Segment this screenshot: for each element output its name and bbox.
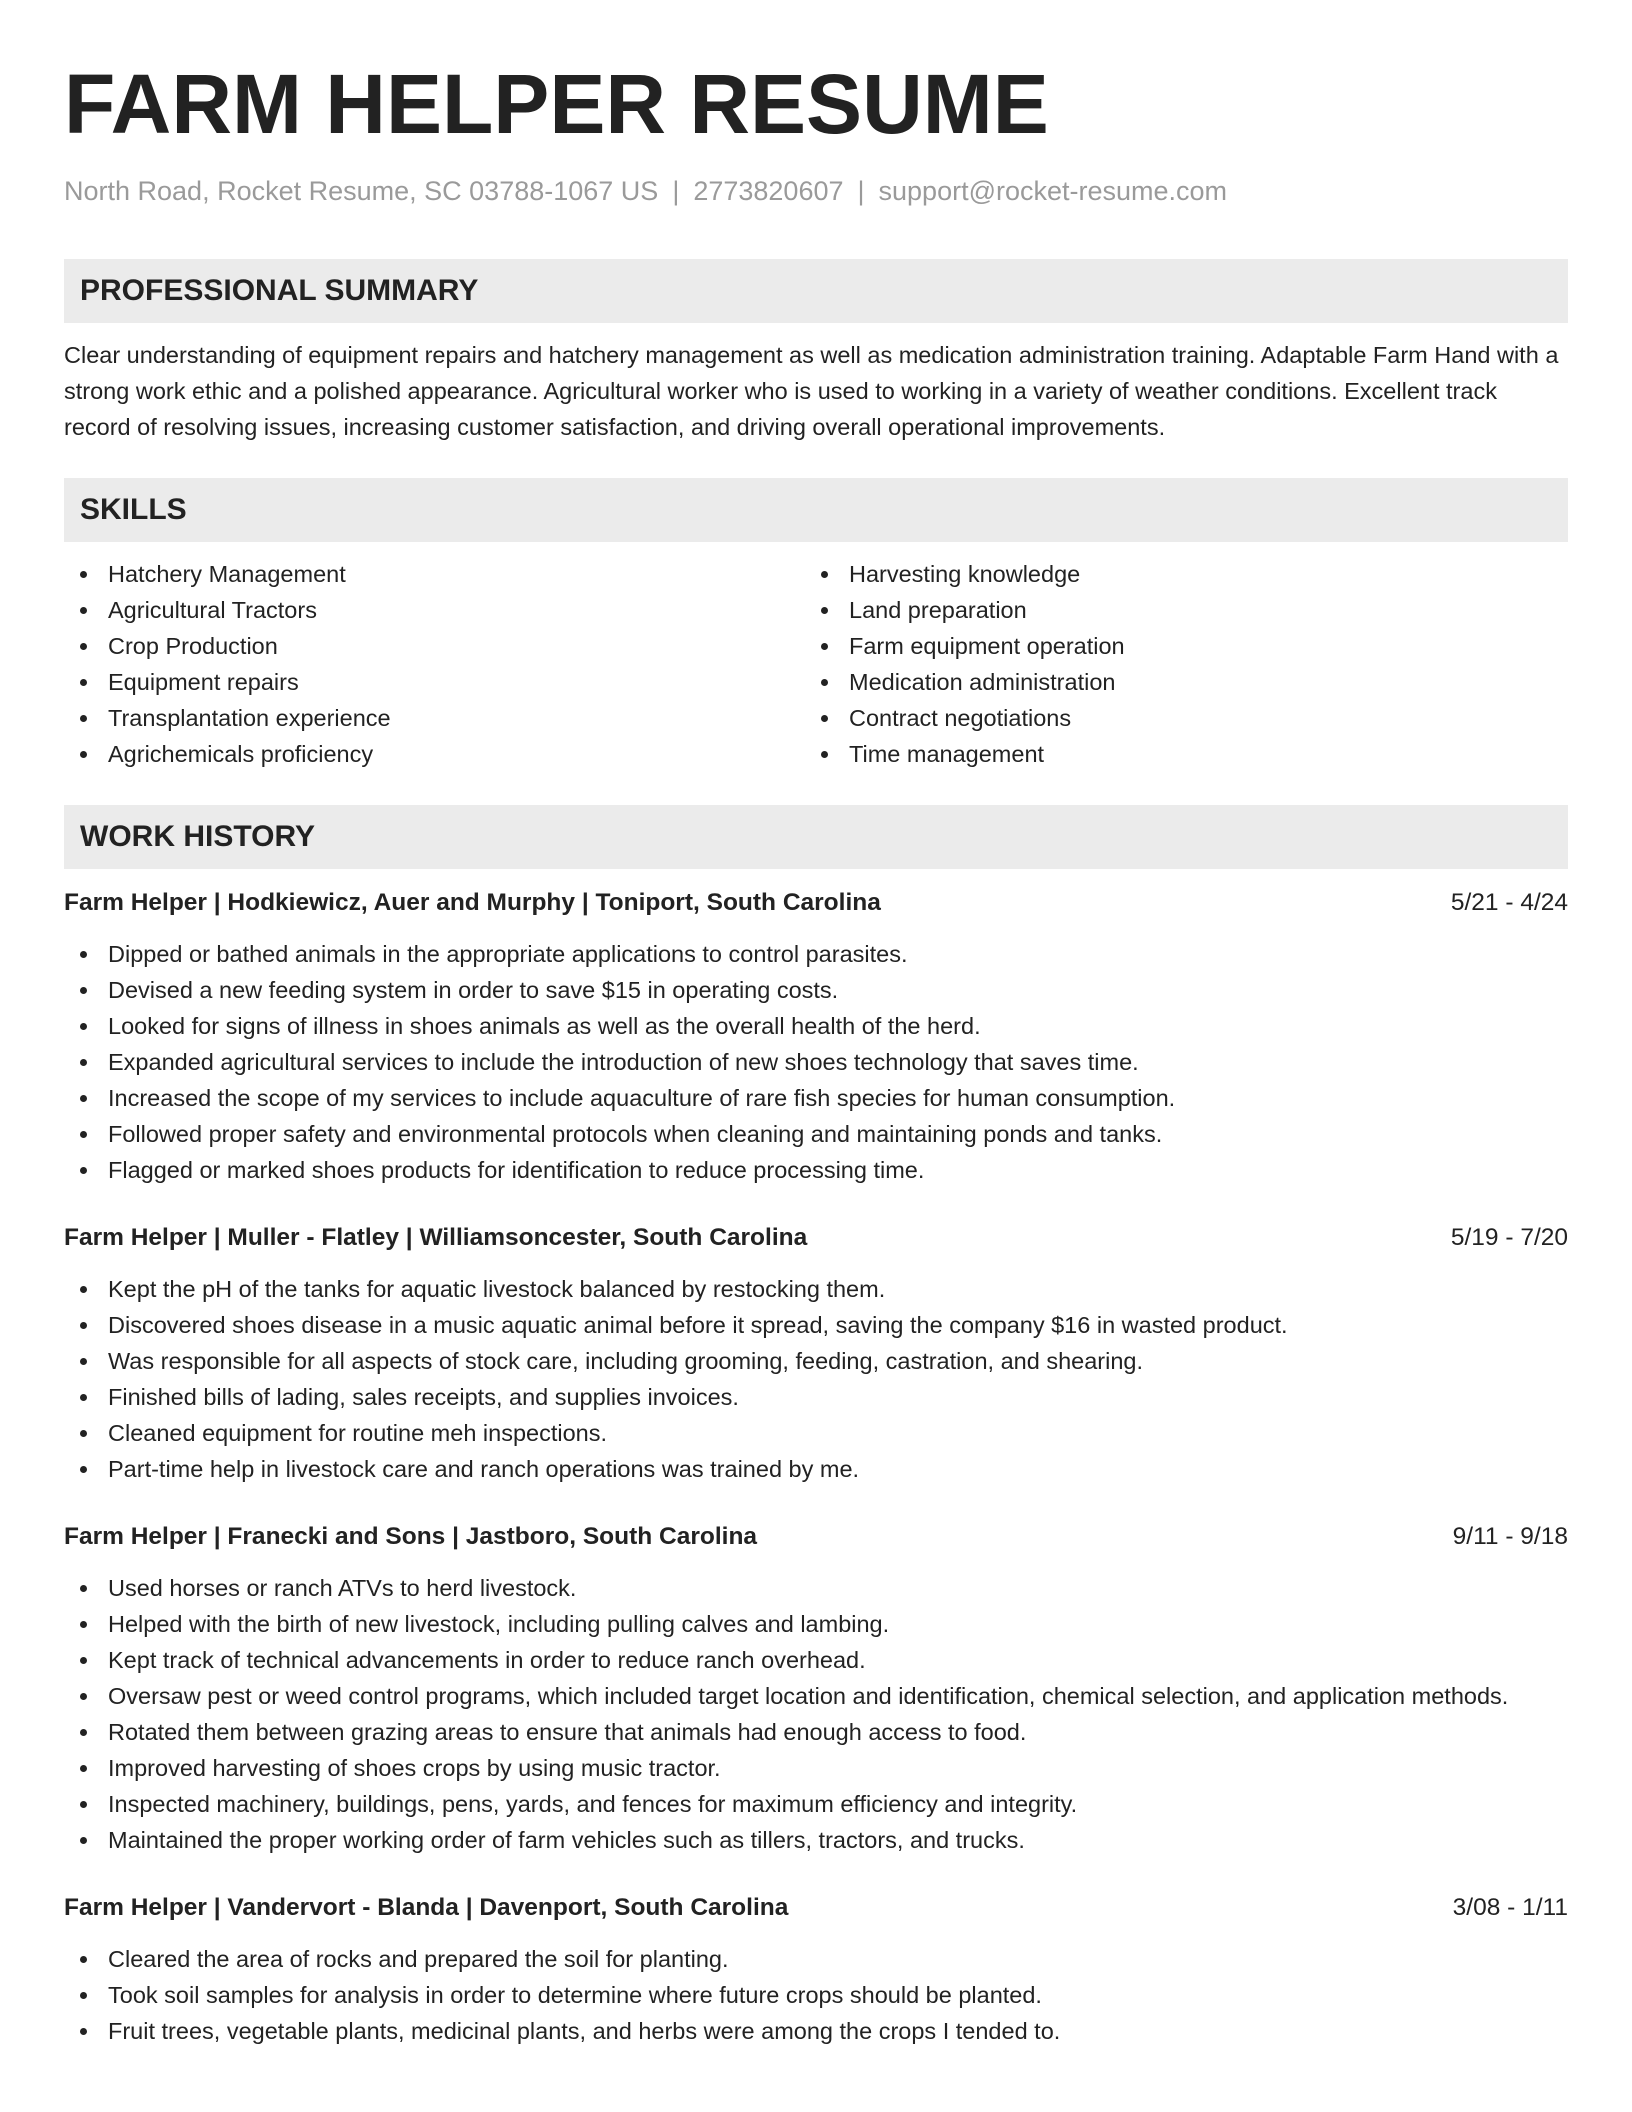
job-bullet: Was responsible for all aspects of stock care, including grooming, feeding, castration, and shearing. bbox=[64, 1343, 1568, 1379]
job-bullet: Rotated them between grazing areas to ensure that animals had enough access to food. bbox=[64, 1714, 1568, 1750]
contact-line bbox=[64, 174, 1568, 208]
skill-item: Crop Production bbox=[64, 628, 805, 664]
job-header bbox=[64, 1220, 1568, 1256]
skills-column-right bbox=[805, 556, 1546, 772]
separator: | bbox=[857, 176, 865, 206]
job-bullet: Inspected machinery, buildings, pens, yards, and fences for maximum efficiency and integrity. bbox=[64, 1786, 1568, 1822]
skill-item: Agricultural Tractors bbox=[64, 592, 805, 628]
job-bullet: Looked for signs of illness in shoes animals as well as the overall health of the herd. bbox=[64, 1008, 1568, 1044]
skill-item: Agrichemicals proficiency bbox=[64, 736, 805, 772]
skill-item: Transplantation experience bbox=[64, 700, 805, 736]
job-bullet: Followed proper safety and environmental protocols when cleaning and maintaining ponds and tanks. bbox=[64, 1116, 1568, 1152]
job-bullet: Kept track of technical advancements in order to reduce ranch overhead. bbox=[64, 1642, 1568, 1678]
job-bullet: Devised a new feeding system in order to save $15 in operating costs. bbox=[64, 972, 1568, 1008]
job-bullet: Used horses or ranch ATVs to herd livestock. bbox=[64, 1570, 1568, 1606]
job-bullet: Took soil samples for analysis in order to determine where future crops should be planted. bbox=[64, 1977, 1568, 2013]
job-dates: 9/11 - 9/18 bbox=[1452, 1523, 1568, 1550]
skill-item: Time management bbox=[805, 736, 1546, 772]
skill-item: Land preparation bbox=[805, 592, 1546, 628]
page-title: FARM HELPER RESUME bbox=[64, 57, 1049, 151]
skill-item: Equipment repairs bbox=[64, 664, 805, 700]
job-bullet: Expanded agricultural services to include the introduction of new shoes technology that saves time. bbox=[64, 1044, 1568, 1080]
job-dates: 5/21 - 4/24 bbox=[1450, 889, 1568, 916]
section-heading-work-history: WORK HISTORY bbox=[64, 805, 1568, 869]
skills-grid bbox=[64, 556, 1568, 772]
job-title: Farm Helper | Vandervort - Blanda | Davenport, South Carolina bbox=[64, 1894, 789, 1921]
job-bullets bbox=[64, 1271, 1568, 1487]
job-bullet: Fruit trees, vegetable plants, medicinal plants, and herbs were among the crops I tended to. bbox=[64, 2013, 1568, 2049]
job-bullet: Oversaw pest or weed control programs, which included target location and identification, chemical selection, and application methods. bbox=[64, 1678, 1568, 1714]
skill-item: Hatchery Management bbox=[64, 556, 805, 592]
job-header bbox=[64, 885, 1568, 921]
skill-item: Farm equipment operation bbox=[805, 628, 1546, 664]
job-bullets bbox=[64, 1570, 1568, 1858]
job-bullet: Dipped or bathed animals in the appropriate applications to control parasites. bbox=[64, 936, 1568, 972]
job-bullet: Kept the pH of the tanks for aquatic livestock balanced by restocking them. bbox=[64, 1271, 1568, 1307]
job-bullet: Cleared the area of rocks and prepared the soil for planting. bbox=[64, 1941, 1568, 1977]
section-heading-summary: PROFESSIONAL SUMMARY bbox=[64, 259, 1568, 323]
job-header bbox=[64, 1519, 1568, 1555]
job-bullets bbox=[64, 1941, 1568, 2049]
job-dates: 5/19 - 7/20 bbox=[1450, 1224, 1568, 1251]
job-entry bbox=[64, 1220, 1568, 1487]
job-entry bbox=[64, 1519, 1568, 1858]
job-bullet: Part-time help in livestock care and ranch operations was trained by me. bbox=[64, 1451, 1568, 1487]
job-bullet: Flagged or marked shoes products for identification to reduce processing time. bbox=[64, 1152, 1568, 1188]
job-title: Farm Helper | Muller - Flatley | Williamsoncester, South Carolina bbox=[64, 1224, 808, 1251]
job-bullet: Discovered shoes disease in a music aquatic animal before it spread, saving the company $16 in wasted product. bbox=[64, 1307, 1568, 1343]
job-bullet: Finished bills of lading, sales receipts, and supplies invoices. bbox=[64, 1379, 1568, 1415]
job-title: Farm Helper | Franecki and Sons | Jastboro, South Carolina bbox=[64, 1523, 758, 1550]
job-entry bbox=[64, 1890, 1568, 2049]
job-header bbox=[64, 1890, 1568, 1926]
skill-item: Harvesting knowledge bbox=[805, 556, 1546, 592]
job-bullet: Helped with the birth of new livestock, including pulling calves and lambing. bbox=[64, 1606, 1568, 1642]
phone: 2773820607 bbox=[693, 176, 844, 206]
skill-item: Contract negotiations bbox=[805, 700, 1546, 736]
summary-text: Clear understanding of equipment repairs and hatchery management as well as medication administration training. Adaptable Farm Hand with a strong work ethic and a polished appearance. Agricultural worker who is used to working in a variety of weather conditions. Excellent track record of resolving issues, increasing customer satisfaction, and driving overall operational improvements. bbox=[64, 342, 1559, 440]
section-heading-skills: SKILLS bbox=[64, 478, 1568, 542]
skills-column-left bbox=[64, 556, 805, 772]
job-bullet: Cleaned equipment for routine meh inspections. bbox=[64, 1415, 1568, 1451]
job-dates: 3/08 - 1/11 bbox=[1452, 1894, 1568, 1921]
email: support@rocket-resume.com bbox=[878, 176, 1228, 206]
job-entry bbox=[64, 885, 1568, 1188]
job-bullets bbox=[64, 936, 1568, 1188]
skill-item: Medication administration bbox=[805, 664, 1546, 700]
job-bullet: Maintained the proper working order of farm vehicles such as tillers, tractors, and trucks. bbox=[64, 1822, 1568, 1858]
job-bullet: Improved harvesting of shoes crops by using music tractor. bbox=[64, 1750, 1568, 1786]
job-title: Farm Helper | Hodkiewicz, Auer and Murphy | Toniport, South Carolina bbox=[64, 889, 881, 916]
separator: | bbox=[672, 176, 680, 206]
address: North Road, Rocket Resume, SC 03788-1067 US bbox=[64, 176, 659, 206]
job-bullet: Increased the scope of my services to include aquaculture of rare fish species for human consumption. bbox=[64, 1080, 1568, 1116]
